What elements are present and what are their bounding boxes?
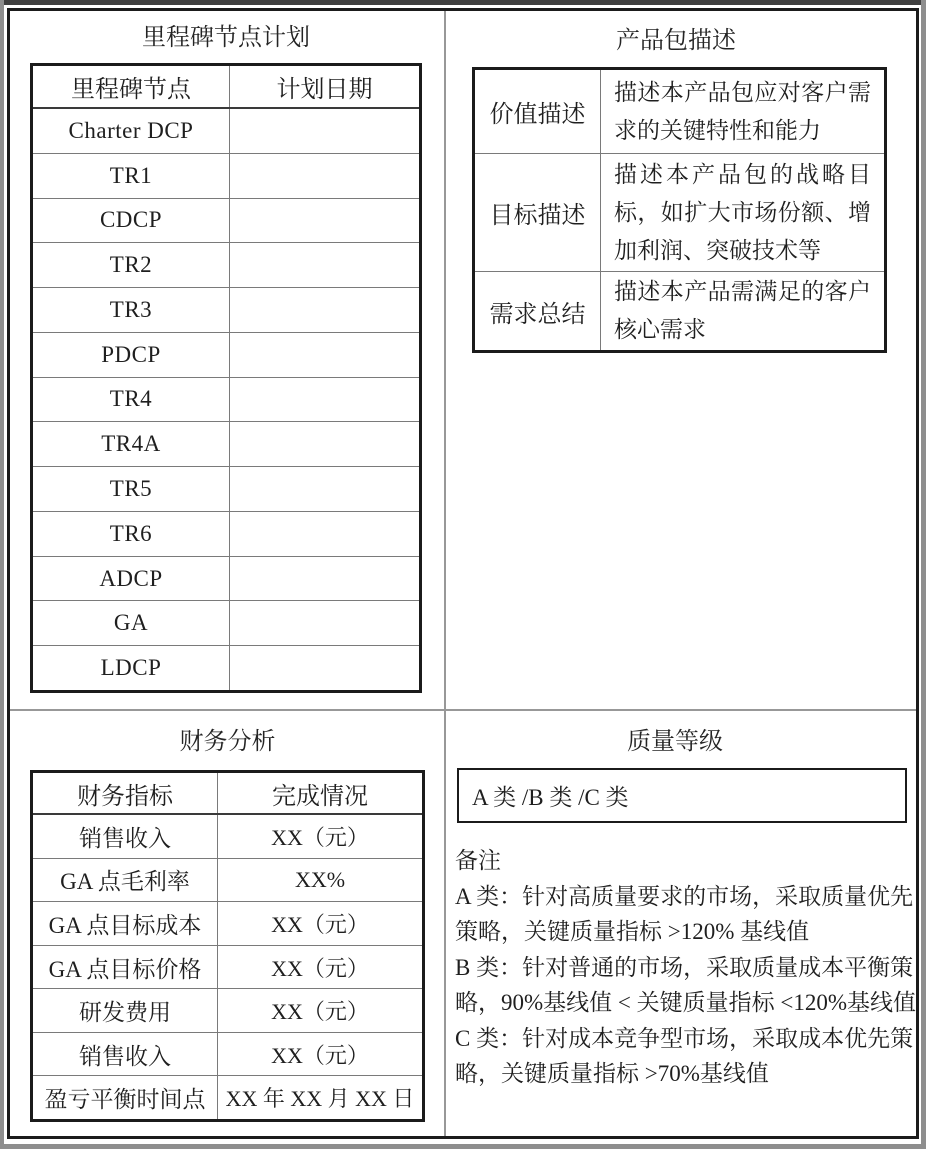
finance-header-row [33, 773, 422, 815]
milestone-header-node: 里程碑节点 [33, 66, 230, 107]
milestone-node-cell: TR1 [33, 154, 230, 198]
finance-indicator-cell: 研发费用 [33, 989, 218, 1032]
milestone-row [33, 199, 419, 244]
quadrant-divider-vertical [444, 11, 446, 1136]
finance-indicator-cell: GA 点目标成本 [33, 902, 218, 945]
product-label-cell: 目标描述 [475, 154, 601, 271]
quadrant-divider-horizontal [10, 709, 916, 711]
finance-value-cell: XX 年 XX 月 XX 日 [225, 1086, 415, 1112]
milestone-node-cell: TR3 [33, 288, 230, 332]
milestone-node-cell: TR2 [33, 243, 230, 287]
finance-value-cell: XX（元） [271, 999, 369, 1025]
finance-indicator-cell: 销售收入 [33, 1033, 218, 1076]
milestone-date-cell [230, 288, 419, 332]
milestone-date-cell [230, 109, 419, 153]
milestone-date-cell [230, 601, 419, 645]
finance-section-title: 财务分析 [179, 729, 276, 755]
scan-edge-right [921, 0, 926, 1149]
product-description-table [472, 67, 887, 353]
scan-edge-top [0, 0, 926, 5]
finance-value-cell: XX（元） [271, 824, 369, 850]
milestone-row [33, 378, 419, 423]
product-label-cell: 需求总结 [475, 272, 601, 350]
finance-row [33, 946, 422, 990]
milestone-date-cell [230, 646, 419, 690]
milestone-header-date: 计划日期 [276, 76, 373, 103]
product-row-goal [475, 154, 884, 272]
finance-value-cell: XX（元） [271, 955, 369, 981]
milestone-date-cell [230, 243, 419, 287]
milestone-date-cell [230, 422, 419, 466]
scan-edge-left [0, 0, 4, 1149]
milestone-row [33, 154, 419, 199]
milestone-date-cell [230, 512, 419, 556]
finance-table [30, 770, 425, 1122]
milestone-row [33, 109, 419, 154]
milestone-row [33, 467, 419, 512]
milestone-node-cell: Charter DCP [33, 109, 230, 153]
finance-row [33, 1076, 422, 1119]
milestone-row [33, 646, 419, 690]
finance-indicator-cell: 销售收入 [33, 815, 218, 858]
milestone-date-cell [230, 378, 419, 422]
notes-title: 备注 [455, 848, 501, 873]
notes-line: 略，90%基线值 < 关键质量指标 <120%基线值 [455, 990, 917, 1015]
product-section-title: 产品包描述 [616, 28, 736, 54]
milestone-row [33, 422, 419, 467]
milestone-section-title: 里程碑节点计划 [142, 25, 310, 51]
milestone-date-cell [230, 557, 419, 601]
finance-row [33, 989, 422, 1033]
notes-line: B 类：针对普通的市场，采取质量成本平衡策 [455, 954, 914, 980]
finance-indicator-cell: 盈亏平衡时间点 [33, 1076, 218, 1119]
milestone-row [33, 557, 419, 602]
milestone-row [33, 333, 419, 378]
finance-indicator-cell: GA 点目标价格 [33, 946, 218, 989]
scan-edge-bottom [0, 1144, 926, 1149]
milestone-row [33, 512, 419, 557]
notes-line: A 类：针对高质量要求的市场，采取质量优先 [455, 883, 914, 909]
milestone-date-cell [230, 333, 419, 377]
milestone-node-cell: TR6 [33, 512, 230, 556]
product-label-cell: 价值描述 [475, 70, 601, 153]
milestone-node-cell: ADCP [33, 557, 230, 601]
milestone-row [33, 288, 419, 333]
notes-line: C 类：针对成本竞争型市场，采取成本优先策 [455, 1025, 914, 1051]
milestone-node-cell: PDCP [33, 333, 230, 377]
milestone-node-cell: CDCP [33, 199, 230, 243]
notes-line: 略，关键质量指标 >70%基线值 [455, 1061, 769, 1086]
milestone-node-cell: TR4A [33, 422, 230, 466]
milestone-node-cell: LDCP [33, 646, 230, 690]
finance-header-indicator: 财务指标 [33, 773, 218, 813]
notes-line: 策略，关键质量指标 >120% 基线值 [455, 919, 810, 944]
product-description-cell: 描述本产品包的战略目标，如扩大市场份额、增加利润、突破技术等 [614, 161, 871, 263]
finance-header-status: 完成情况 [272, 782, 368, 810]
finance-indicator-cell: GA 点毛利率 [33, 859, 218, 902]
quality-grade-box [457, 768, 907, 823]
milestone-header-row [33, 66, 419, 109]
product-description-cell: 描述本产品需满足的客户核心需求 [614, 279, 871, 342]
milestone-node-cell: TR4 [33, 378, 230, 422]
quality-grade-options: A 类 /B 类 /C 类 [472, 785, 629, 810]
quality-section-title: 质量等级 [627, 729, 723, 755]
product-row-value [475, 70, 884, 154]
finance-value-cell: XX（元） [271, 1042, 369, 1068]
finance-row [33, 815, 422, 859]
quality-notes [455, 843, 917, 1092]
milestone-date-cell [230, 199, 419, 243]
finance-row [33, 1033, 422, 1077]
milestone-row [33, 243, 419, 288]
milestone-table [30, 63, 422, 693]
milestone-node-cell: TR5 [33, 467, 230, 511]
finance-row [33, 859, 422, 903]
milestone-date-cell [230, 154, 419, 198]
milestone-date-cell [230, 467, 419, 511]
milestone-node-cell: GA [33, 601, 230, 645]
product-description-cell: 描述本产品包应对客户需求的关键特性和能力 [614, 79, 871, 143]
finance-row [33, 902, 422, 946]
product-row-requirements [475, 272, 884, 350]
finance-value-cell: XX（元） [271, 911, 369, 937]
milestone-row [33, 601, 419, 646]
finance-value-cell: XX% [294, 866, 346, 892]
